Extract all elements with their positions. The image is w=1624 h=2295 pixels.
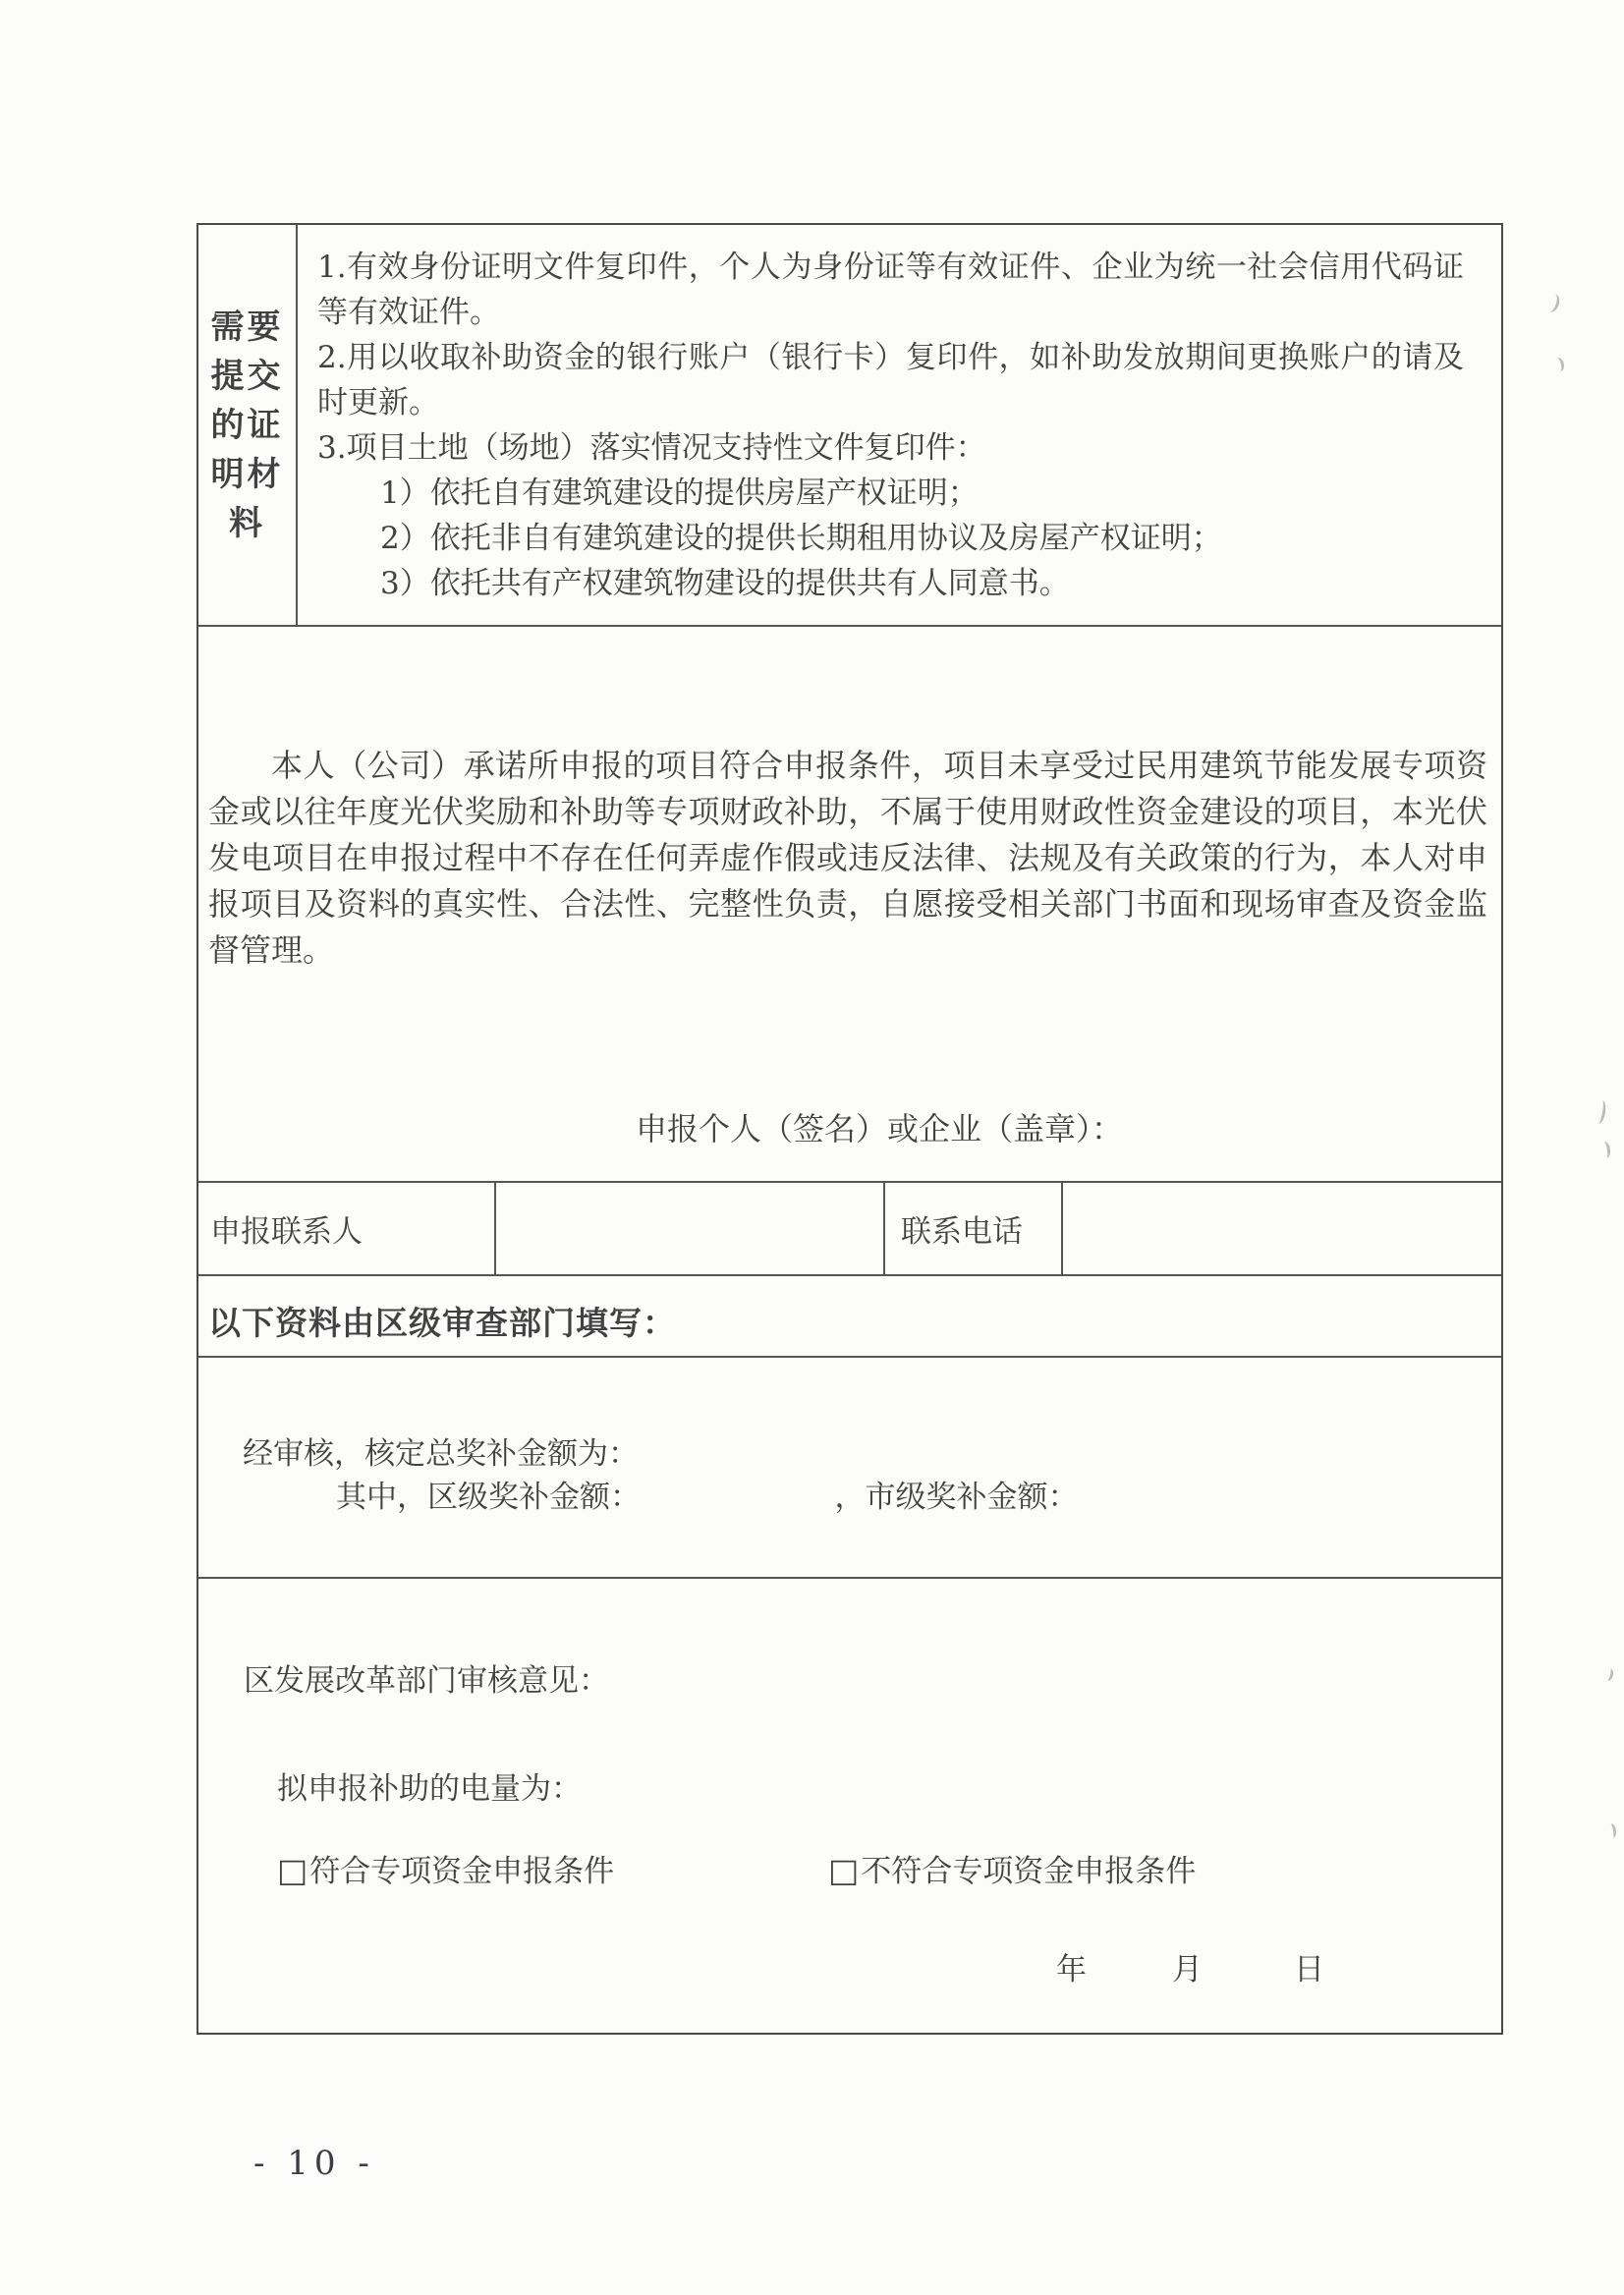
materials-item-2: 2.用以收取补助资金的银行账户（银行卡）复印件，如补助发放期间更换账户的请及时更新。 — [317, 340, 1464, 420]
scan-artifact — [1541, 291, 1561, 314]
materials-header-line: 需要 — [210, 307, 284, 347]
checkbox-eligible — [277, 1846, 614, 1890]
contact-person-label: 申报联系人 — [198, 1183, 496, 1274]
materials-header-line: 的证 — [210, 405, 284, 445]
opinion-title: 区发展改革部门审核意见： — [244, 1663, 609, 1699]
materials-list — [298, 225, 1501, 625]
materials-item-1: 1.有效身份证明文件复印件，个人为身份证等有效证件、企业为统一社会信用代码证等有效证件。 — [317, 250, 1464, 330]
scan-artifact — [1603, 1667, 1615, 1682]
materials-subitem-1: 1）依托自有建筑建设的提供房屋产权证明； — [380, 476, 979, 511]
checkbox-icon[interactable]: □ — [277, 1851, 308, 1889]
review-opinion-row — [198, 1579, 1501, 2035]
commitment-row — [198, 627, 1501, 1183]
scan-artifact — [1594, 1099, 1607, 1124]
approved-total-label: 经审核，核定总奖补金额为： — [243, 1436, 639, 1472]
district-amount-label: 其中，区级奖补金额： — [336, 1480, 626, 1515]
checkbox-eligible-label: 符合专项资金申报条件 — [309, 1854, 615, 1889]
materials-item-3: 3.项目土地（场地）落实情况支持性文件复印件： — [317, 430, 986, 466]
checkbox-icon[interactable]: □ — [828, 1851, 860, 1889]
city-amount-label: ，市级奖补金额： — [834, 1480, 1079, 1515]
checkbox-not-eligible-label: 不符合专项资金申报条件 — [861, 1854, 1197, 1889]
date-line — [198, 1944, 1501, 1987]
materials-subitem-2: 2）依托非自有建筑建设的提供长期租用协议及房屋产权证明； — [380, 521, 1222, 556]
approved-amounts-row — [198, 1358, 1501, 1579]
materials-header-line: 明材 — [210, 454, 284, 494]
signature-label: 申报个人（签名）或企业（盖章）： — [636, 1110, 1124, 1148]
district-note-row — [198, 1276, 1501, 1358]
commitment-paragraph: 本人（公司）承诺所申报的项目符合申报条件，项目未享受过民用建筑节能发展专项资金或以往年度光伏奖励和补助等专项财政补助，不属于使用财政性资金建设的项目，本光伏发电项目在申报过程中不存在任何弄虚作假或违反法律、法规及有关政策的行为，本人对申报项目及资料的真实性、合法性、完整性负责，自愿接受相关部门书面和现场审查及资金监督管理。 — [208, 747, 1487, 969]
materials-row — [198, 225, 1501, 627]
contact-phone-label: 联系电话 — [885, 1183, 1063, 1274]
approved-breakdown-line — [336, 1472, 1079, 1516]
scan-artifact — [1599, 1141, 1611, 1158]
materials-subitem-3: 3）依托共有产权建筑物建设的提供共有人同意书。 — [380, 566, 1070, 601]
contact-row — [198, 1183, 1501, 1276]
materials-header-cell — [198, 225, 298, 625]
materials-header-line: 提交 — [210, 356, 284, 396]
date-day-label: 日 — [1294, 1952, 1324, 1987]
eligibility-checkboxes — [277, 1846, 1462, 1890]
scan-artifact — [1606, 1822, 1617, 1838]
page-number: - 10 - — [253, 2144, 375, 2183]
contact-phone-field[interactable] — [1063, 1183, 1501, 1274]
date-month-label: 月 — [1172, 1952, 1203, 1987]
application-form-table — [196, 223, 1503, 2035]
contact-person-field[interactable] — [496, 1183, 885, 1274]
date-year-label: 年 — [1056, 1952, 1087, 1987]
scan-artifact — [1551, 357, 1566, 373]
materials-header-line: 料 — [229, 503, 265, 543]
electricity-label: 拟申报补助的电量为： — [277, 1771, 582, 1807]
district-note-label: 以下资料由区级审查部门填写： — [208, 1304, 676, 1342]
checkbox-not-eligible — [828, 1846, 1196, 1890]
